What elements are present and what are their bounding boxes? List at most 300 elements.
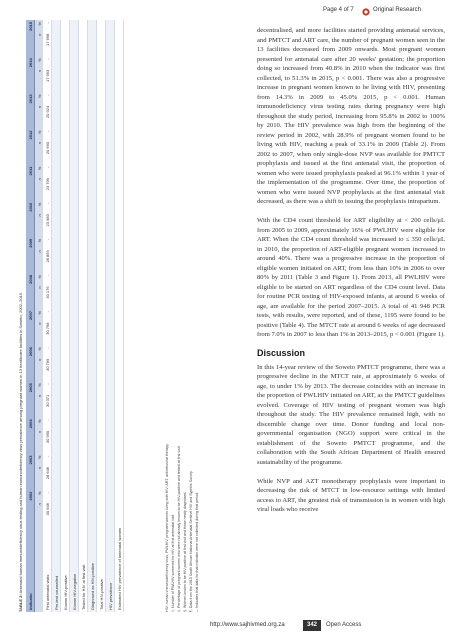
- table-cell: [97, 429, 106, 454]
- table-note: ¶, Data from the 2015 South African National Antenatal Sentinel HIV and Syphilis Survey.: [189, 470, 193, 612]
- table-cell: [88, 129, 97, 140]
- table-cell: [61, 490, 70, 501]
- table-note: §, Women known to be HIV-positive at first visit and those newly diagnosed.: [183, 491, 187, 612]
- table-cell: [88, 381, 97, 392]
- column-header-n: n: [35, 248, 44, 273]
- table-cell: [61, 429, 70, 454]
- table-cell: [70, 429, 79, 454]
- table-cell: [52, 273, 61, 284]
- table-cell: [52, 248, 61, 273]
- column-header-n: n: [35, 32, 44, 57]
- table-cell: [97, 20, 106, 32]
- column-header-blank: [35, 526, 44, 612]
- table-cell: [88, 309, 97, 320]
- table-cell: [61, 68, 70, 93]
- table-cell: [115, 429, 124, 454]
- table-cell: [88, 201, 97, 212]
- table-cell: [88, 176, 97, 201]
- table-cell: [79, 165, 88, 176]
- discussion-heading: Discussion: [257, 348, 306, 358]
- table-cell: [61, 237, 70, 248]
- table-cell: [52, 92, 61, 103]
- year-header: 2012: [26, 129, 35, 165]
- table-cell: [106, 104, 115, 129]
- column-header-n: n: [35, 140, 44, 165]
- table-cell: [88, 454, 97, 465]
- table-cell: [97, 381, 106, 392]
- table-note: –, Indicates that data for that indicator were not collected during that period.: [195, 491, 199, 612]
- table-cell: 20 924: [44, 105, 50, 119]
- table-cell: [106, 490, 115, 501]
- table-cell: [52, 393, 61, 418]
- table-cell: [79, 465, 88, 490]
- table-cell: [88, 248, 97, 273]
- table-cell: [79, 92, 88, 103]
- article-text: [257, 26, 445, 524]
- table-cell: [88, 56, 97, 67]
- table-cell: [61, 381, 70, 392]
- column-header-percent: %: [35, 490, 44, 501]
- year-header: 2014: [26, 56, 35, 92]
- column-header-percent: %: [35, 20, 44, 32]
- table-cell: [70, 212, 79, 237]
- table-cell: [115, 68, 124, 93]
- year-header: 2011: [26, 165, 35, 201]
- table-cell: [52, 501, 61, 526]
- table-cell: [97, 104, 106, 129]
- table-cell: [52, 165, 61, 176]
- table-cell: [79, 501, 88, 526]
- table-row: [115, 20, 124, 612]
- table-cell: [97, 237, 106, 248]
- table-cell: [70, 92, 79, 103]
- table-cell: [79, 129, 88, 140]
- table-cell: 30 176: [44, 286, 50, 299]
- column-header-n: n: [35, 212, 44, 237]
- table-cell: -: [44, 347, 50, 349]
- table-body: [43, 20, 124, 612]
- table-cell: [97, 417, 106, 428]
- table-cell: [70, 237, 79, 248]
- table-cell: -: [44, 274, 50, 277]
- table-cell: [52, 321, 61, 346]
- table-cell: [115, 248, 124, 273]
- table-cell: [88, 501, 97, 526]
- table-cell: [70, 393, 79, 418]
- table-cell: [79, 454, 88, 465]
- table-cell: [70, 345, 79, 356]
- table-cell: [52, 465, 61, 490]
- table-cell: -: [44, 455, 50, 457]
- table-cell: [61, 165, 70, 176]
- table-cell: [88, 273, 97, 284]
- page-label: Page 4 of 7: [323, 7, 354, 13]
- table-cell: [115, 501, 124, 526]
- table-cell: [52, 20, 61, 32]
- year-header: 2009: [26, 237, 35, 273]
- column-header-percent: %: [35, 92, 44, 103]
- table-cell: [52, 309, 61, 320]
- table-cell: [88, 68, 97, 93]
- table-cell: [106, 465, 115, 490]
- open-access-label: Open Access: [326, 622, 362, 628]
- table-cell: [79, 381, 88, 392]
- column-header-percent: %: [35, 417, 44, 428]
- table-cell: [70, 381, 79, 392]
- table-cell: [52, 104, 61, 129]
- table-cell: -: [44, 491, 50, 493]
- table-cell: [97, 309, 106, 320]
- table-cell: [70, 273, 79, 284]
- year-header: 2006: [26, 345, 35, 381]
- table-cell: [115, 92, 124, 103]
- table-cell: [61, 248, 70, 273]
- table-cell: [52, 345, 61, 356]
- table-cell: [97, 201, 106, 212]
- table-note: †, Number of PWLHIV screened for HIV at first antenatal visit.: [171, 513, 175, 612]
- year-header: 2013: [26, 92, 35, 128]
- table-cell: [70, 68, 79, 93]
- table-cell: [79, 321, 88, 346]
- table-cell: [70, 165, 79, 176]
- table-cell: 30 990: [44, 430, 50, 444]
- table-cell: [79, 273, 88, 284]
- table-cell: [88, 212, 97, 237]
- table-cell: [70, 201, 79, 212]
- table-cell: 23 983: [44, 214, 50, 227]
- year-header: 2015: [26, 20, 35, 56]
- table-cell: -: [44, 94, 50, 96]
- table-cell: [61, 32, 70, 57]
- table-cell: [115, 393, 124, 418]
- table-title-text: Antenatal human immunodeficiency virus testing and human immunodeficiency virus prevalence among pregnant women in 13 healthcare facilities in Soweto, 2002–2015.: [18, 291, 23, 595]
- table-cell: -: [44, 22, 50, 24]
- table-cell: [61, 201, 70, 212]
- table-cell: [61, 212, 70, 237]
- table-cell: 30 946: [44, 503, 50, 516]
- table-cell: [88, 321, 97, 346]
- column-header-n: n: [35, 104, 44, 129]
- year-header: 2003: [26, 454, 35, 490]
- table-cell: [61, 140, 70, 165]
- section-label: Original Research: [373, 7, 422, 13]
- table-cell: -: [44, 58, 50, 60]
- table-cell: [97, 357, 106, 382]
- paragraph-discussion-1: In this 14-year review of the Soweto PMTCT programme, there was a progressive decline in the MTCT rate, at approximately 6 weeks of age, to under 1% by 2013. The decrease coincides with an increase in the proportion of PWLHIV initiated on ART, as the PMTCT guidelines evolved. Coverage of HIV testing of pregnant women was high throughout the study. The HIV prevalence remained high, with no discernible change over time. Donor funding and local non-governmental organisation (NGO) support were critical in the establishment of the Soweto PMTCT programme, and the collaboration with the South African Department of Health ensured sustainability of the programme.: [257, 363, 445, 466]
- table-cell: -: [44, 383, 50, 385]
- row-label: Diagnosed as HIV-positive: [88, 526, 97, 612]
- column-header-n: n: [35, 501, 44, 526]
- table-cell: [70, 176, 79, 201]
- table-cell: -: [44, 202, 50, 205]
- table-cell: [52, 129, 61, 140]
- column-header-n: n: [35, 429, 44, 454]
- table-cell: [106, 165, 115, 176]
- page-footer: [0, 620, 453, 634]
- table-cell: [88, 32, 97, 57]
- table-cell: 30 799: [44, 358, 50, 371]
- column-header-percent: %: [35, 309, 44, 320]
- table-cell: [106, 345, 115, 356]
- table-cell: [106, 32, 115, 57]
- table-cell: [61, 56, 70, 67]
- column-header-percent: %: [35, 381, 44, 392]
- table-cell: [106, 68, 115, 93]
- journal-logo-icon: [362, 8, 370, 16]
- table-note: ‡, Percentage of pregnant women who were not already known to be HIV-positive and tested at first visit.: [177, 445, 181, 612]
- table-cell: 17 953: [44, 69, 50, 82]
- table-cell: [97, 248, 106, 273]
- table-cell: 28 646: [44, 466, 50, 480]
- column-header-percent: %: [35, 345, 44, 356]
- table-cell: [106, 237, 115, 248]
- table-cell: [79, 309, 88, 320]
- table-cell: [70, 465, 79, 490]
- column-header-percent: %: [35, 273, 44, 284]
- table-cell: [88, 92, 97, 103]
- table-cell: [106, 429, 115, 454]
- table-cell: [115, 273, 124, 284]
- table-cell: [61, 501, 70, 526]
- table-cell: [97, 490, 106, 501]
- table-row: [70, 20, 79, 612]
- table-cell: 30 798: [44, 322, 50, 335]
- table-cell: [88, 429, 97, 454]
- table-cell: [115, 129, 124, 140]
- table-cell: [61, 345, 70, 356]
- table-cell: [106, 417, 115, 428]
- column-header-n: n: [35, 357, 44, 382]
- table-cell: [97, 284, 106, 309]
- table-cell: [70, 104, 79, 129]
- table-cell: [79, 393, 88, 418]
- journal-url-link[interactable]: http://www.sajhivmed.org.za: [210, 622, 285, 628]
- hiv-testing-table: [26, 20, 124, 612]
- row-label: HIV prevalence: [106, 526, 115, 612]
- table-cell: [97, 129, 106, 140]
- table-cell: [61, 273, 70, 284]
- table-cell: [52, 176, 61, 201]
- table-cell: [79, 140, 88, 165]
- table-cell: [97, 32, 106, 57]
- table-cell: [88, 20, 97, 32]
- table-cell: [79, 68, 88, 93]
- table-cell: [52, 56, 61, 67]
- table-cell: [61, 20, 70, 32]
- table-cell: [88, 345, 97, 356]
- page-number: 342: [303, 620, 321, 631]
- table-note: HIV, human immunodeficiency virus; PWLHIV, pregnant women living with HIV; ART, antiretroviral therapy.: [165, 443, 169, 612]
- table-cell: [88, 357, 97, 382]
- table-cell: [61, 176, 70, 201]
- table-cell: [61, 357, 70, 382]
- table-cell: [106, 140, 115, 165]
- table-region: [14, 20, 252, 612]
- table-cell: [61, 321, 70, 346]
- year-header: 2004: [26, 417, 35, 453]
- table-cell: [70, 129, 79, 140]
- table-cell: [97, 212, 106, 237]
- table-cell: [97, 501, 106, 526]
- table-cell: [79, 56, 88, 67]
- indicator-header: Indicator: [26, 526, 35, 612]
- table-cell: [70, 417, 79, 428]
- table-cell: [97, 140, 106, 165]
- table-cell: [61, 465, 70, 490]
- page-header: [0, 6, 453, 20]
- table-cell: [79, 417, 88, 428]
- row-label: Estimated HIV prevalence of antenatal women: [116, 527, 122, 610]
- table-cell: [61, 454, 70, 465]
- table-cell: [97, 56, 106, 67]
- table-cell: [106, 309, 115, 320]
- column-header-n: n: [35, 465, 44, 490]
- table-cell: [52, 32, 61, 57]
- table-row: [88, 20, 97, 612]
- table-cell: [115, 357, 124, 382]
- table-cell: [70, 56, 79, 67]
- table-cell: [106, 212, 115, 237]
- table-cell: [88, 165, 97, 176]
- row-label: Pre-test counselled: [52, 526, 61, 612]
- table-cell: [115, 381, 124, 392]
- column-header-percent: %: [35, 165, 44, 176]
- table-cell: [115, 465, 124, 490]
- year-header: 2007: [26, 309, 35, 345]
- table-cell: [88, 393, 97, 418]
- table-cell: [61, 104, 70, 129]
- table-cell: [61, 92, 70, 103]
- table-cell: [79, 20, 88, 32]
- row-label: Tested for HIV at first visit: [80, 564, 86, 610]
- table-cell: [52, 490, 61, 501]
- table-cell: [70, 501, 79, 526]
- paragraph-results-2: With the CD4 count threshold for ART eligibility at < 200 cells/μL from 2005 to 2009, approximately 16% of PWLHIV were eligible for ART. When the CD4 count threshold was increased to ≤ 350 cells/μL in 2010, the proportion of ART-eligible pregnant women increased to around 40%. There was a progressive increase in the proportion of eligible women initiated on ART, from less than 10% in 2006 to over 80% by 2011 (Table 3 and Figure 1). From 2013, all PWLHIV were eligible to be started on ART regardless of the CD4 count level. Data for routine PCR testing of HIV-exposed infants, at around 6 weeks of age, are available for the period 2007–2015. A total of 41 948 PCR tests, with results, were reported, and of these, 1195 were found to be positive (Table 4). The MTCT rate at around 6 weeks of age decreased from 7.0% in 2007 to less than 1% in 2013–2015, p < 0.001 (Figure 1).: [257, 217, 445, 338]
- table-cell: [115, 345, 124, 356]
- table-cell: [97, 176, 106, 201]
- table-cell: [115, 237, 124, 248]
- table-cell: [79, 201, 88, 212]
- table-cell: [61, 417, 70, 428]
- table-cell: [79, 104, 88, 129]
- table-cell: [70, 357, 79, 382]
- table-cell: [52, 68, 61, 93]
- table-cell: [70, 490, 79, 501]
- table-cell: [61, 284, 70, 309]
- table-cell: -: [44, 311, 50, 313]
- column-header-n: n: [35, 176, 44, 201]
- table-cell: [97, 345, 106, 356]
- year-header: 2002: [26, 490, 35, 526]
- table-year-header: [26, 20, 35, 612]
- table-cell: [115, 56, 124, 67]
- table-row: [79, 20, 88, 612]
- table-cell: [70, 321, 79, 346]
- table-cell: [106, 273, 115, 284]
- table-notes: [164, 20, 200, 612]
- table-cell: [106, 454, 115, 465]
- table-cell: [79, 248, 88, 273]
- table-cell: [115, 140, 124, 165]
- table-cell: [88, 237, 97, 248]
- table-cell: [61, 129, 70, 140]
- table-cell: [61, 393, 70, 418]
- table-cell: [52, 429, 61, 454]
- row-label: Known HIV-negative: [70, 526, 79, 612]
- year-header: 2010: [26, 201, 35, 237]
- table-row: [52, 20, 61, 612]
- table-cell: [106, 201, 115, 212]
- row-label: Known HIV-positive: [62, 575, 68, 610]
- table-title: [18, 292, 23, 612]
- table-cell: [70, 248, 79, 273]
- table-cell: [88, 417, 97, 428]
- table-cell: [88, 465, 97, 490]
- table-column-header: [35, 20, 44, 612]
- table-cell: [115, 32, 124, 57]
- table-cell: [106, 321, 115, 346]
- column-header-percent: %: [35, 129, 44, 140]
- table-cell: [79, 176, 88, 201]
- column-header-percent: %: [35, 201, 44, 212]
- table-cell: [88, 104, 97, 129]
- table-row: [106, 20, 115, 612]
- table-cell: [79, 212, 88, 237]
- table-cell: [115, 321, 124, 346]
- column-header-n: n: [35, 284, 44, 309]
- table-row: [61, 20, 70, 612]
- column-header-n: n: [35, 321, 44, 346]
- table-cell: [106, 284, 115, 309]
- table-cell: [70, 284, 79, 309]
- table-cell: [115, 104, 124, 129]
- table-cell: [79, 237, 88, 248]
- table-cell: [52, 237, 61, 248]
- table-cell: [52, 381, 61, 392]
- table-cell: [115, 309, 124, 320]
- table-cell: [97, 465, 106, 490]
- table-cell: [115, 201, 124, 212]
- table-cell: -: [44, 166, 50, 168]
- table-cell: [115, 454, 124, 465]
- table-cell: [79, 429, 88, 454]
- table-cell: [70, 20, 79, 32]
- table-cell: [79, 284, 88, 309]
- table-cell: [106, 56, 115, 67]
- table-cell: [115, 490, 124, 501]
- table-cell: [106, 357, 115, 382]
- table-cell: [70, 309, 79, 320]
- year-header: 2008: [26, 273, 35, 309]
- table-cell: [70, 140, 79, 165]
- table-cell: 17 698: [44, 33, 50, 46]
- table-cell: [106, 20, 115, 32]
- table-cell: [115, 284, 124, 309]
- table-cell: 20 690: [44, 141, 50, 155]
- table-cell: [52, 284, 61, 309]
- table-cell: -: [44, 419, 50, 421]
- table-cell: -: [44, 238, 50, 241]
- paragraph-discussion-2: While NVP and AZT monotherapy prophylaxis were important in decreasing the risk of MTCT in low-resource settings with limited access to ART, the greatest risk of transmission is in women with high viral loads who receive: [257, 477, 445, 513]
- table-cell: [52, 140, 61, 165]
- column-header-percent: %: [35, 56, 44, 67]
- table-cell: [88, 140, 97, 165]
- table-cell: [52, 357, 61, 382]
- table-cell: [52, 201, 61, 212]
- table-cell: [97, 92, 106, 103]
- table-cell: [106, 501, 115, 526]
- table-cell: [52, 417, 61, 428]
